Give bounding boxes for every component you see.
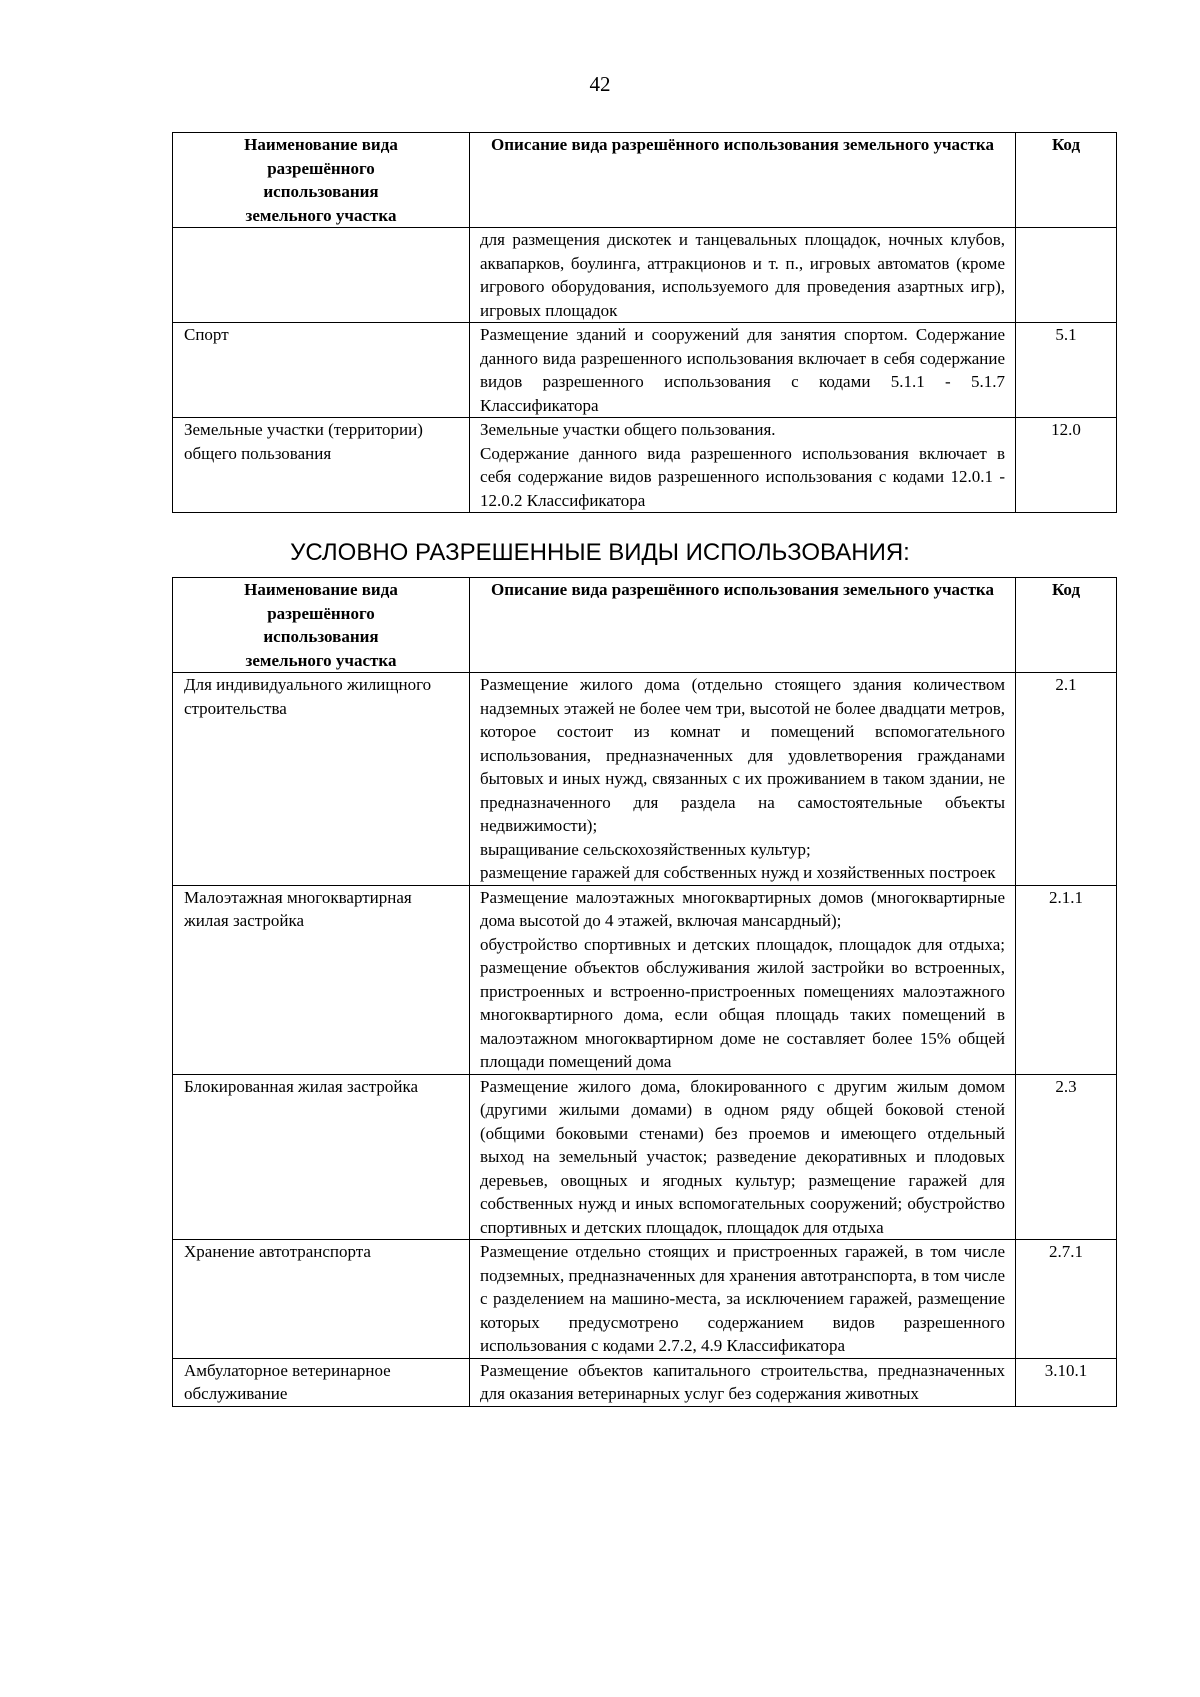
- use-name: Малоэтажная многоквартирная жилая застройка: [173, 885, 470, 1074]
- table-row: [173, 885, 1117, 1074]
- table-header-row: [173, 133, 1117, 228]
- use-description: Размещение жилого дома (отдельно стоящего здания количеством надземных этажей не более чем три, высотой не более двадцати метров, которое состоит из комнат и помещений вспомогательного использования, предназначенных для удовлетворения гражданами бытовых и иных нужд, связанных с их проживанием в таком здании, не предназначенного для раздела на самостоятельные объекты недвижимости); выращивание сельскохозяйственных культур; размещение гаражей для собственных нужд и хозяйственных построек: [470, 673, 1016, 886]
- use-name: [173, 228, 470, 323]
- use-code: 5.1: [1016, 323, 1117, 418]
- use-description: Размещение жилого дома, блокированного с другим жилым домом (другими жилыми домами) в одном ряду общей боковой стеной (общими боковыми стенами) без проемов и имеющего отдельный выход на земельный участок; разведение декоративных и плодовых деревьев, овощных и ягодных культур; размещение гаражей для собственных нужд и иных вспомогательных сооружений; обустройство спортивных и детских площадок, площадок для отдыха: [470, 1074, 1016, 1240]
- page-number: 42: [589, 72, 611, 96]
- use-name: Хранение автотранспорта: [173, 1240, 470, 1359]
- use-name: Для индивидуального жилищного строительства: [173, 673, 470, 886]
- use-description: Земельные участки общего пользования. Содержание данного вида разрешенного использования включает в себя содержание видов разрешенного использования с кодами 12.0.1 - 12.0.2 Классификатора: [470, 418, 1016, 513]
- use-code: 2.3: [1016, 1074, 1117, 1240]
- table-row: [173, 1240, 1117, 1359]
- table-row: [173, 1074, 1117, 1240]
- conditional-use-table: [172, 577, 1117, 1407]
- table-row: [173, 673, 1117, 886]
- header-name: Наименование вида разрешённого использования земельного участка: [173, 133, 470, 228]
- header-name: Наименование вида разрешённого использования земельного участка: [173, 578, 470, 673]
- use-name: Земельные участки (территории) общего пользования: [173, 418, 470, 513]
- use-description: Размещение малоэтажных многоквартирных домов (многоквартирные дома высотой до 4 этажей, включая мансардный); обустройство спортивных и детских площадок, площадок для отдыха; размещение объектов обслуживания жилой застройки во встроенных, пристроенных и встроенно-пристроенных помещениях малоэтажного многоквартирного дома, если общая площадь таких помещений в малоэтажном многоквартирном доме не составляет более 15% общей площади помещений дома: [470, 885, 1016, 1074]
- conditional-uses-heading: УСЛОВНО РАЗРЕШЕННЫЕ ВИДЫ ИСПОЛЬЗОВАНИЯ:: [290, 539, 910, 566]
- header-description: Описание вида разрешённого использования земельного участка: [470, 578, 1016, 673]
- use-name: Амбулаторное ветеринарное обслуживание: [173, 1358, 470, 1406]
- use-code: 12.0: [1016, 418, 1117, 513]
- header-description: Описание вида разрешённого использования земельного участка: [470, 133, 1016, 228]
- header-code: Код: [1016, 578, 1117, 673]
- header-code: Код: [1016, 133, 1117, 228]
- table-header-row: [173, 578, 1117, 673]
- use-code: [1016, 228, 1117, 323]
- use-name: Блокированная жилая застройка: [173, 1074, 470, 1240]
- use-code: 2.1: [1016, 673, 1117, 886]
- table-row: [173, 228, 1117, 323]
- table-row: [173, 1358, 1117, 1406]
- use-description: для размещения дискотек и танцевальных площадок, ночных клубов, аквапарков, боулинга, аттракционов и т. п., игровых автоматов (кроме игрового оборудования, используемого для проведения азартных игр), игровых площадок: [470, 228, 1016, 323]
- use-code: 2.1.1: [1016, 885, 1117, 1074]
- permitted-use-table: [172, 132, 1117, 513]
- use-code: 2.7.1: [1016, 1240, 1117, 1359]
- use-description: Размещение объектов капитального строительства, предназначенных для оказания ветеринарных услуг без содержания животных: [470, 1358, 1016, 1406]
- use-code: 3.10.1: [1016, 1358, 1117, 1406]
- table-row: [173, 418, 1117, 513]
- table-row: [173, 323, 1117, 418]
- use-description: Размещение зданий и сооружений для занятия спортом. Содержание данного вида разрешенного использования включает в себя содержание видов разрешенного использования с кодами 5.1.1 - 5.1.7 Классификатора: [470, 323, 1016, 418]
- use-description: Размещение отдельно стоящих и пристроенных гаражей, в том числе подземных, предназначенных для хранения автотранспорта, в том числе с разделением на машино-места, за исключением гаражей, размещение которых предусмотрено содержанием видов разрешенного использования с кодами 2.7.2, 4.9 Классификатора: [470, 1240, 1016, 1359]
- use-name: Спорт: [173, 323, 470, 418]
